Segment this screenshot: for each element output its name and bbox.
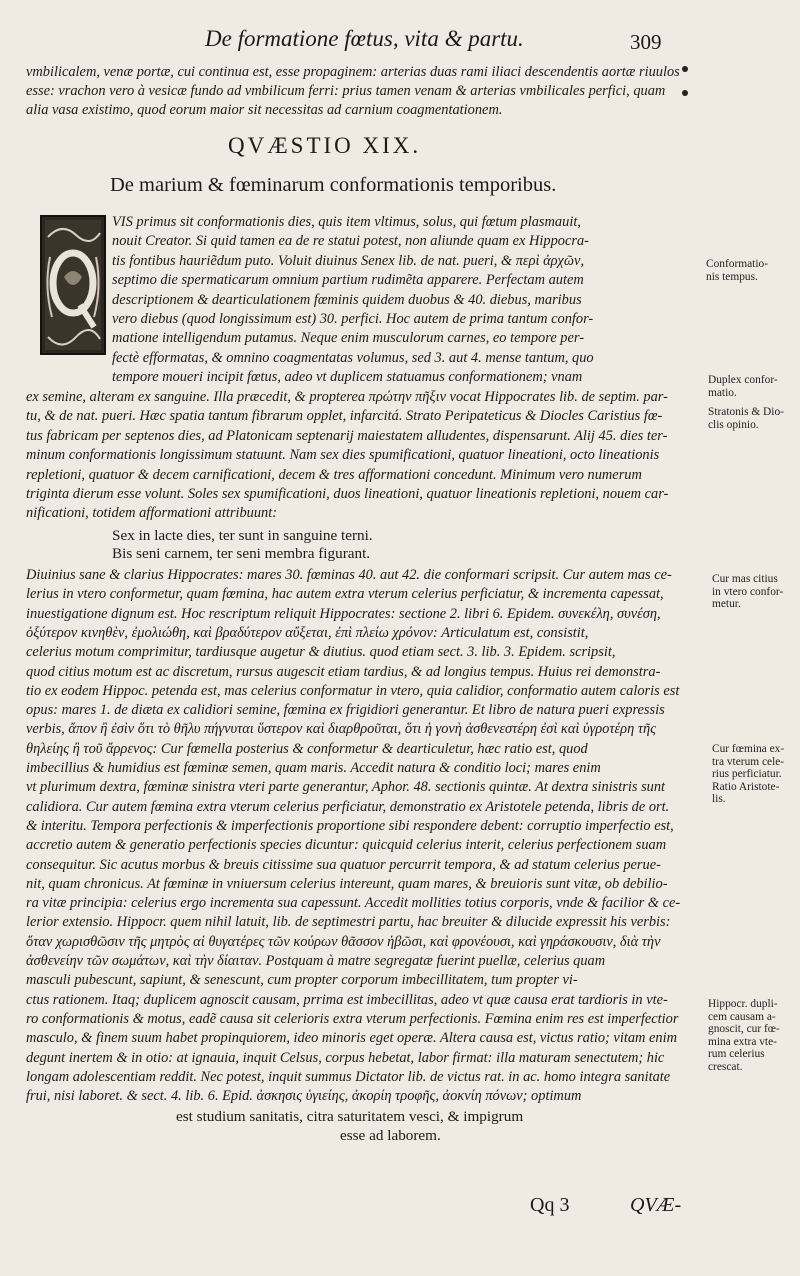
text-line: tus fabricam per septenos dies, ad Platonicam septenarij maiestatem alludentes, dispensarunt. Alij 45. dies ter- [26,427,668,444]
question-heading: QVÆSTIO XIX. [228,133,422,158]
text-line: ctus rationem. Itaq; duplicem agnoscit causam, prrima est imbecillitas, adeo vt quæ causa erat tardioris in vte- [26,991,668,1008]
text-line: nificationi, totidem afformationi attribuunt: [26,505,278,522]
text-line: fectè efformatas, & omnino coagmentatas volumus, sed 3. aut 4. mense tantum, quo [112,349,594,366]
text-line: calidiora. Cur autem fœmina extra vterum celerius perficiatur, demonstratio ex Aristotele petenda, libris de ort. [26,798,670,815]
text-line: longam adolescentiam reddit. Nec potest, inquit summus Dictator lib. de victus rat. in ac. homo integra sanitate [26,1068,671,1085]
text-line: vero diebus (quod longissimum est) 30. perfici. Hoc autem de prima tantum confor- [112,311,594,327]
ornament-icon [42,217,104,353]
text-line: verbis, ἄπον ἢ ἐσὶν ὅτι τὸ θῆλυ πήγνυται ὕστερον καὶ διαρθροῦται, ὅτι ἡ γονὴ ἀσθενεστέρη ἐσὶ καὶ ὑγροτέρη τῆς [26,721,656,738]
signature-mark: Qq 3 [530,1194,570,1216]
text-line: θηλείης ἢ τοῦ ἄρρενος: Cur fœmella posterius & conformetur & dearticuletur, hæc ratio est, quod [26,740,588,757]
text-line: & interitu. Tempora perfectionis & imperfectionis proportione sibi respondere debent: corruptio imperfectio est, [26,817,674,834]
text-line: esse: vrachon vero à vesicæ fundo ad vmbilicum ferri: prius tamen venam & arterias vmbilicales perfici, quam [26,83,666,99]
margin-note-male-faster: Cur mas citius in vtero confor- metur. [712,573,784,611]
text-line: inuestigatione dignum est. Hoc rescriptum reliquit Hippocrates: sectione 2. libri 6. Epidem. συνεκέλη, συνέση, [26,605,661,622]
text-line: lerior extensio. Hippocr. quem nihil latuit, lib. de septimestri partu, hac breuiter & dilucide expressit his verbis: [26,914,671,931]
text-line: VIS primus sit conformationis dies, quis item vltimus, solus, qui fœtum plasmauit, [112,214,581,230]
margin-note-female-outside: Cur fœmina ex- tra vterum cele- rius perficiatur. Ratio Aristote- lis. [712,743,785,806]
text-line: ex semine, alteram ex sanguine. Illa præcedit, & propterea πρώτην πῆξιν vocat Hippocrates lib. de septim. par- [26,389,668,405]
text-line: masculi pubescunt, sapiunt, & senescunt, cum propter corporum imbecillitatem, tum propter vi- [26,972,578,989]
text-line: vmbilicalem, venæ portæ, cui continua est, esse propaginem: arterias duas rami iliaci descendentis aortæ riuulos [26,64,680,80]
text-line: frui, nisi laboret. & sect. 4. lib. 6. Epid. ἀσκησις ὑγιείης, ἀκορίη τροφῆς, ἀοκνίη πόνων; optimum [26,1088,582,1105]
text-line: descriptionem & dearticulationem fœminis quidem duobus & 40. diebus, maribus [112,291,582,308]
text-line: lerius in vtero conformetur, quam fœmina, hac autem extra vterum celerius perficiatur, & incrementa capessat, [26,586,664,603]
verse-line: Sex in lacte dies, ter sunt in sanguine terni. [112,527,373,544]
text-line: tu, & de nat. pueri. Hæc spatia tantum fibrarum opplet, infarcitá. Strato Peripateticus & Diocles Caristius fœ- [26,408,663,425]
text-line: triginta dierum esse volunt. Soles sex spumificationi, duos lineationi, quatuor lineationis repletioni, nouem car- [26,486,669,502]
text-line: imbecillius & humidius est fœminæ semen, quam maris. Accedit natura & conditio loci; mares enim [26,760,601,776]
text-line: ὅταν χωρισθῶσιν τῆς μητρὸς αἱ θυγατέρες τῶν κούρων θᾶσσον ἡβῶσι, καὶ φρονέουσι, καὶ γηράσκουσιν, διὰ τὴν [26,933,661,950]
text-line: septimo die spermaticarum omnium partium rudimẽta apparere. Perfectam autem [112,272,584,289]
page-number: 309 [630,30,662,54]
catchword: QVÆ- [630,1194,682,1216]
text-line: ἀσθενείην τῶν σωμάτων, καὶ τὴν δίαιταν. Postquam à matre segregatæ fuerint puellæ, celerius quam [26,953,606,969]
margin-bullet [682,66,688,72]
text-line: minum conformationis longissimum statuunt. Nam sex dies spumificationi, quatuor lineationi, octo lineationis [26,447,660,464]
margin-note-strato-diocles: Stratonis & Dio- clis opinio. [708,406,784,431]
verse-line: Bis seni carnem, ter seni membra figurant. [112,545,371,562]
text-line: tempore moueri incipit fœtus, adeo vt duplicem statuamus conformationem; vnam [112,369,583,386]
text-line: vt plurimum dextra, fœminæ sinistra vteri parte generantur, Aphor. 48. sectionis quintæ. At dextra sinistris sunt [26,779,666,796]
decorative-initial-q [40,215,106,355]
margin-note-hippocrates-causes: Hippocr. dupli- cem causam a- gnoscit, cur fœ- mina extra vte- rum celerius crescat. [708,998,780,1073]
closing-line: esse ad laborem. [340,1127,441,1144]
text-line: nouit Creator. Si quid tamen ea de re statui potest, non aliunde quam ex Hippocra- [112,233,589,250]
text-line: tis fontibus hauriẽdum puto. Voluit diuinus Senex lib. de nat. pueri, & περὶ ἀρχῶν, [112,252,585,269]
text-line: ra vitæ principia: celerius ergo incrementa sua capessunt. Accedit mollities totius corporis, vnde & facilior & ce- [26,895,681,912]
closing-line: est studium sanitatis, citra saturitatem vesci, & impigrum [176,1108,524,1125]
text-line: repletioni, quatuor & decem carnificationi, decem & tres afformationi concedunt. Minimum vero numerum [26,466,642,483]
text-line: ὀξύτερον κινηθὲν, ἐμολιώθη, καὶ βραδύτερον αὔξεται, ἐπὶ πλείω χρόνον: Articulatum est, consistit, [26,624,589,641]
text-line: celerius motum comprimitur, tardiusque augetur & diutius. quod etiam sect. 3. lib. 3. Epidem. scripsit, [26,644,616,661]
text-line: degunt inertem & in otio: at ignauia, inquit Celsus, corpus hebetat, labor firmat: illa maturam senectutem; hic [26,1049,665,1066]
text-line: masculo, & finem suum habet propinquiorem, ideo minoris eget operæ. Altera causa est, victus ratio; vitam enim [26,1030,677,1047]
text-line: alia vasa existimo, quod eorum maior sit necessitas ad carnium coagmentationem. [26,102,503,118]
text-line: nit, quam chronicus. At fœminæ in vniuersum celerius intereunt, quam mares, & breuioris sunt vitæ, ob debilio- [26,875,668,892]
margin-note-double-conformation: Duplex confor- matio. [708,374,778,399]
text-line: Diuinius sane & clarius Hippocrates: mares 30. fœminas 40. aut 42. die conformari scripsit. Cur autem mas ce- [26,567,672,583]
text-line: consequitur. Sic acutus morbus & breuis citissime sua quatuor percurrit tempora, & ad statum celerius perue- [26,856,661,873]
text-line: matione intelligendum putamus. Neque enim musculorum carnes, eo tempore per- [112,330,584,347]
text-line: ro conformationis & motus, eadẽ causa sit celerioris extra vterum perfectionis. Fœmina enim res est imperfectior [26,1010,679,1027]
text-line: tio ex eodem Hippoc. petenda est, mas celerius conformatur in vtero, quia calidior, conformatio autem caloris est [26,682,680,699]
text-line: quod citius motum est ac discretum, rursus augescit etiam tardius, & ad longius tempus. Huius rei demonstra- [26,663,661,680]
text-line: accretio autem & generatio perfectionis species dicuntur: quicquid celerius interit, celerius perfectionem suam [26,837,667,854]
margin-note-conformation-time: Conformatio- nis tempus. [706,258,769,283]
running-head: De formatione fœtus, vita & partu. [205,26,524,51]
text-line: opus: mares 1. de diæta ex calidiori semine, fœmina ex frigidiori generantur. Et libro de natura pueri expressis [26,702,665,719]
chapter-title: De marium & fœminarum conformationis temporibus. [110,174,557,196]
margin-bullet [682,90,688,96]
